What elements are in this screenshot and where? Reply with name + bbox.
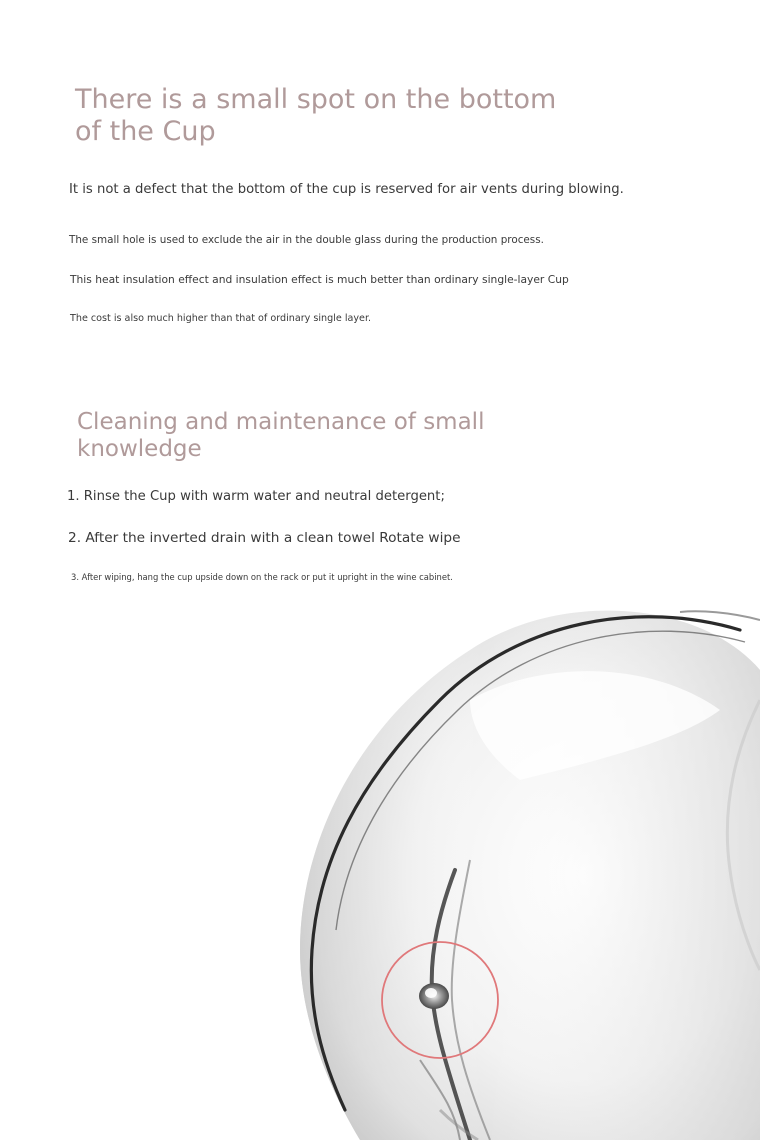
glass-cup-bottom-image [0, 590, 760, 1140]
section-title-cleaning: Cleaning and maintenance of small knowledge [77, 409, 485, 463]
cleaning-step-1: 1. Rinse the Cup with warm water and neutral detergent; [67, 489, 445, 504]
cost-text: The cost is also much higher than that of ordinary single layer. [70, 313, 372, 324]
cleaning-step-2: 2. After the inverted drain with a clean towel Rotate wipe [68, 530, 461, 546]
small-hole-text: The small hole is used to exclude the air in the double glass during the production process. [69, 234, 544, 246]
section-title-small-spot: There is a small spot on the bottom of the Cup [75, 84, 557, 147]
defect-explanation-text: It is not a defect that the bottom of the cup is reserved for air vents during blowing. [69, 182, 624, 197]
insulation-effect-text: This heat insulation effect and insulation effect is much better than ordinary single-layer Cup [70, 273, 569, 286]
cleaning-step-3: 3. After wiping, hang the cup upside down on the rack or put it upright in the wine cabinet. [71, 572, 453, 582]
